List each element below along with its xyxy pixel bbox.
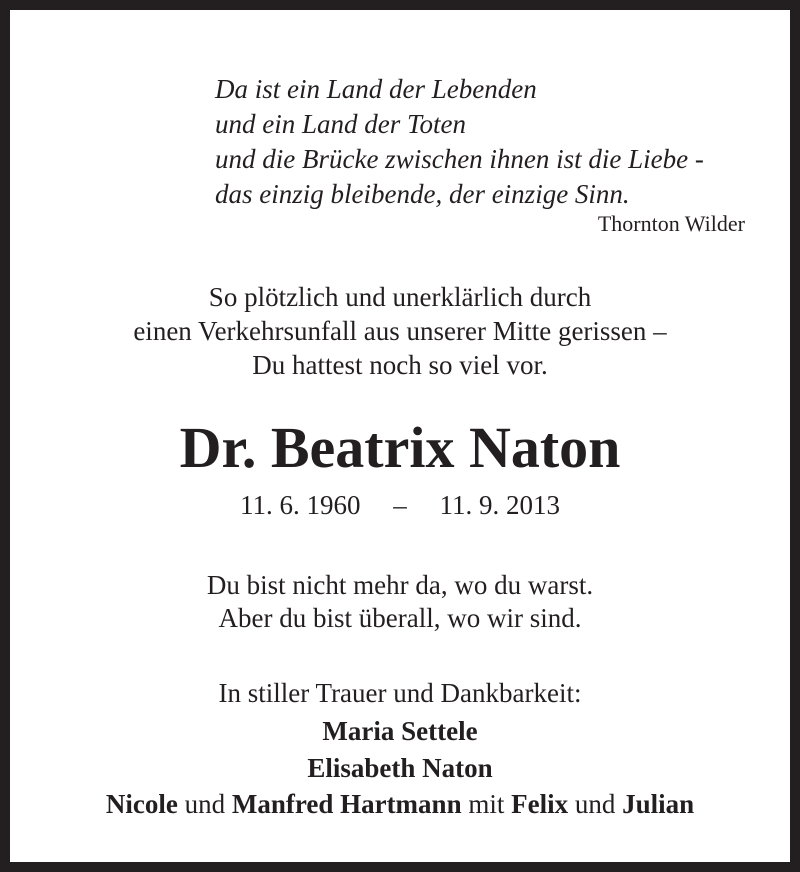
quote-line: und die Brücke zwischen ihnen ist die Liebe - <box>215 144 704 174</box>
death-date: 11. 9. 2013 <box>439 490 560 520</box>
mourning-line: In stiller Trauer und Dankbarkeit: <box>218 678 582 708</box>
mourner: Julian <box>622 789 695 819</box>
quote-line: und ein Land der Toten <box>215 109 467 139</box>
quote-author: Thornton Wilder <box>597 211 745 236</box>
connector: und <box>177 789 232 819</box>
intro-line: Du hattest noch so viel vor. <box>252 350 548 380</box>
mourner: Elisabeth Naton <box>307 753 493 783</box>
intro-line: So plötzlich und unerklärlich durch <box>208 282 592 312</box>
date-dash: – <box>393 490 407 520</box>
verse-line: Aber du bist überall, wo wir sind. <box>218 603 582 633</box>
life-dates <box>10 488 790 522</box>
verse-line: Du bist nicht mehr da, wo du warst. <box>206 570 594 600</box>
quote-line: Da ist ein Land der Lebenden <box>215 74 537 104</box>
connector: mit <box>461 789 512 819</box>
mourners-family <box>10 787 790 821</box>
mourner: Nicole <box>105 789 178 819</box>
mourner: Manfred Hartmann <box>231 789 462 819</box>
birth-date: 11. 6. 1960 <box>240 490 361 520</box>
mourner: Felix <box>511 789 569 819</box>
deceased-name: Dr. Beatrix Naton <box>179 415 621 480</box>
intro-line: einen Verkehrsunfall aus unserer Mitte gerissen – <box>133 316 667 346</box>
connector: und <box>568 789 623 819</box>
quote-line: das einzig bleibende, der einzige Sinn. <box>215 179 630 209</box>
mourner: Maria Settele <box>322 716 478 746</box>
